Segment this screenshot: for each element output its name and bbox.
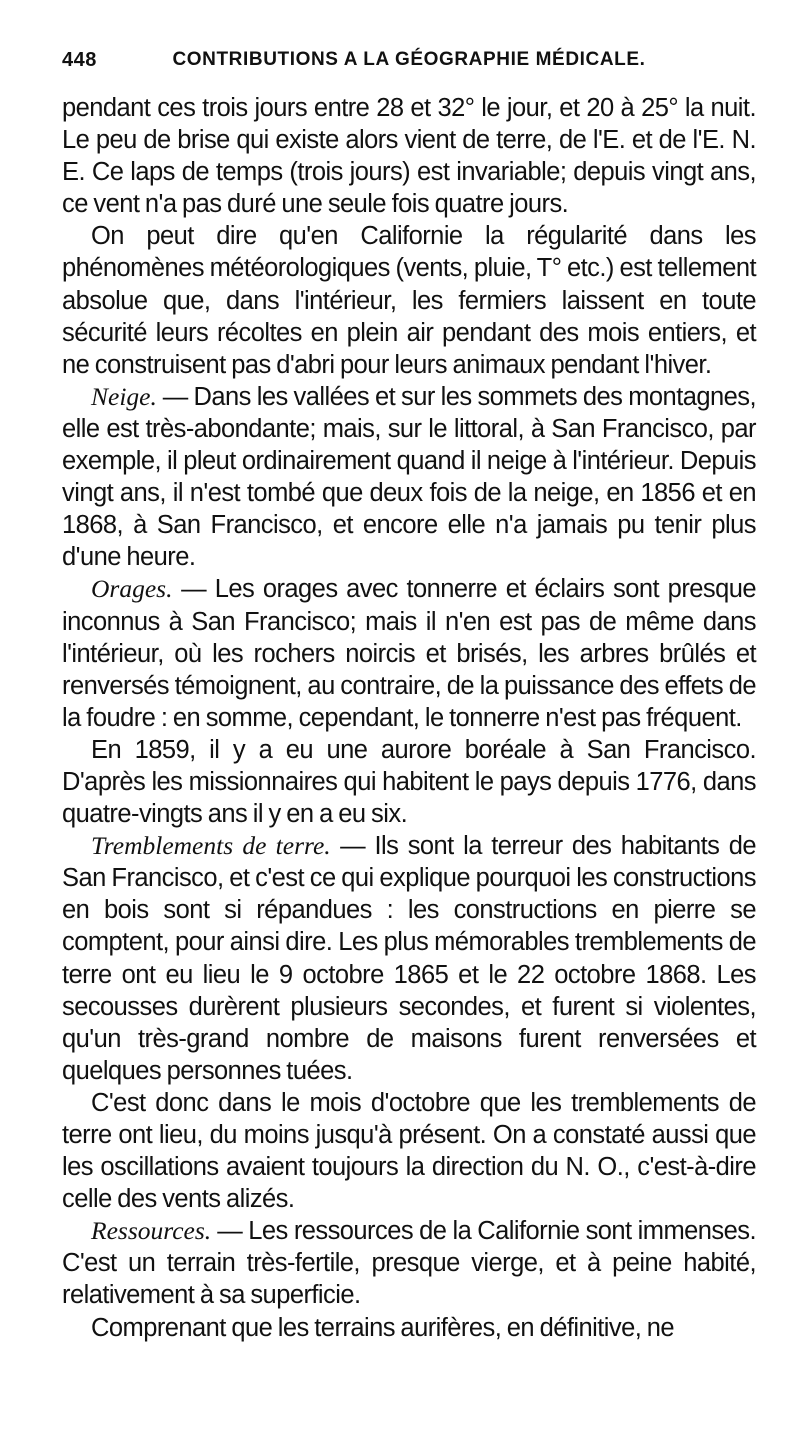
paragraph (62, 1087, 756, 1215)
paragraph-text: En 1859, il y a eu une aurore boréale à San Francisco. D'après les missionnaires qui habitent le pays depuis 1776, dans quatre-vingts ans il y en a eu six. (62, 735, 756, 829)
paragraph-text: pendant ces trois jours entre 28 et 32° le jour, et 20 à 25° la nuit. Le peu de brise qui existe alors vient de terre, de l'E. et de l'E. N. E. Ce laps de temps (trois jours) est invariable; depuis vingt ans, ce vent n'a pas duré une seule fois quatre jours. (62, 94, 756, 219)
paragraph-text: On peut dire qu'en Californie la régularité dans les phénomènes météorologiques (vents, pluie, T° etc.) est tellement absolue que, dans l'intérieur, les fermiers laissent en toute sécurité leurs récoltes en plein air pendant des mois entiers, et ne construisent pas d'abri pour leurs animaux pendant l'hiver. (62, 222, 756, 379)
paragraph (62, 830, 756, 1087)
paragraph-text: — Dans les vallées et sur les sommets des montagnes, elle est très-abondante; mais, sur le littoral, à San Francisco, par exemple, il pleut ordinairement quand il neige à l'intérieur. Depuis vingt ans, il n'est tombé que deux fois de la neige, en 1856 et en 1868, à San Francisco, et encore elle n'a jamais pu tenir plus d'une heure. (62, 382, 756, 572)
section-lead: Tremblements de terre. (91, 831, 331, 861)
paragraph-text: C'est donc dans le mois d'octobre que les tremblements de terre ont lieu, du moins jusqu'à présent. On a constaté aussi que les oscillations avaient toujours la direction du N. O., c'est-à-dire celle des vents alizés. (62, 1088, 756, 1214)
paragraph-text: — Les ressources de la Californie sont immenses. C'est un terrain très-fertile, presque vierge, et à peine habité, relativement à sa superficie. (62, 1217, 756, 1310)
section-lead: Orages. (91, 574, 173, 604)
paragraph (62, 1312, 756, 1344)
paragraph (62, 92, 756, 220)
paragraph-text: — Ils sont la terreur des habitants de San Francisco, et c'est ce qui explique pourquoi les constructions en bois sont si répandues : les constructions en pierre se comptent, pour ainsi dire. Les plus mémorables tremblements de terre ont eu lieu le 9 octobre 1865 et le 22 octobre 1868. Les secousses durèrent plusieurs secondes, et furent si violentes, qu'un très-grand nombre de maisons furent renversées et quelques personnes tuées. (62, 832, 756, 1085)
paragraph (62, 220, 756, 380)
body-text (62, 92, 756, 1344)
paragraph-text: — Les orages avec tonnerre et éclairs sont presque inconnus à San Francisco; mais il n'en est pas de même dans l'intérieur, où les rochers noircis et brisés, les arbres brûlés et renversés témoignent, au contraire, de la puissance des effets de la foudre : en somme, cependant, le tonnerre n'est pas fréquent. (62, 575, 756, 732)
page-number: 448 (62, 49, 97, 71)
book-page (62, 44, 756, 1344)
paragraph-text: Comprenant que les terrains aurifères, en définitive, ne (91, 1313, 675, 1342)
paragraph (62, 381, 756, 574)
paragraph (62, 734, 756, 830)
running-title: CONTRIBUTIONS A LA GÉOGRAPHIE MÉDICALE. (172, 49, 646, 70)
paragraph (62, 573, 756, 733)
section-lead: Neige. (91, 381, 157, 411)
paragraph (62, 1215, 756, 1311)
section-lead: Ressources. (91, 1216, 212, 1246)
running-header (62, 44, 756, 76)
